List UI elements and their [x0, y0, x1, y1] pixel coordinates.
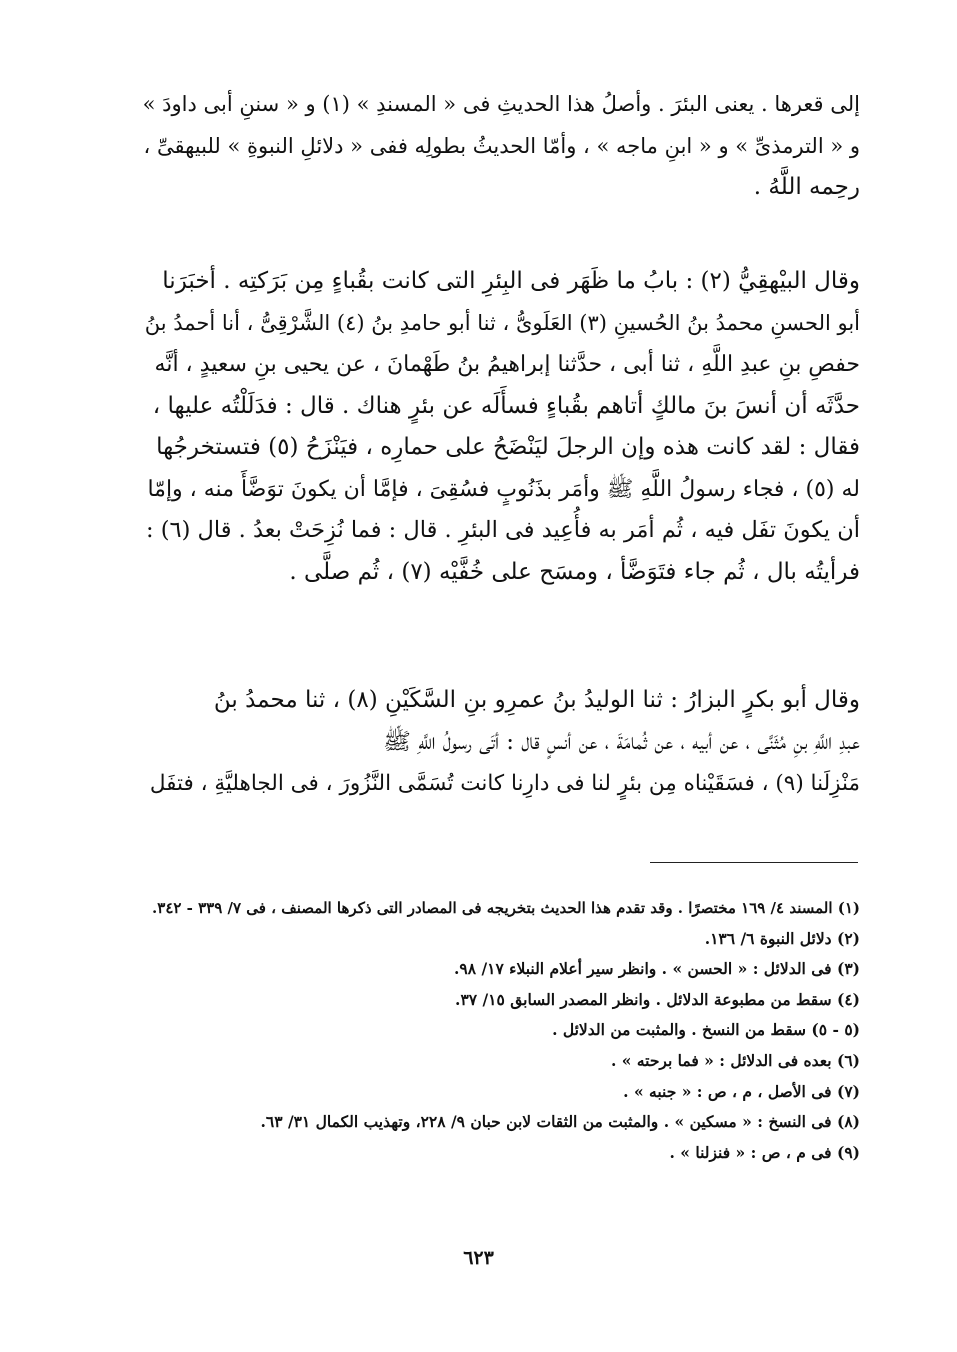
- text-line: وقال البيْهقِيُّ (٢) : بابُ ما ظَهَر فى البِئرِ التى كانت بقُباءٍ مِن بَرَكتِه . أخبَرَنا: [162, 268, 860, 294]
- text-line: أبو الحسنِ محمدُ بنُ الحُسينِ (٣) العَلَوىُّ ، ثنا أبو حامدِ بنُ (٤) الشَّرْقِىُّ ، أنا أحمدُ بنُ: [144, 310, 860, 335]
- footnote-separator: [650, 862, 858, 863]
- paragraph-1: [140, 84, 860, 209]
- footnotes: [130, 893, 860, 1168]
- text-line: عبدِ اللَّهِ بنِ مُثَنَّى ، عن أبيه ، عن ثُمامَةَ ، عن أنسٍ قال : أتَى رسولُ اللَّهِ ﷺ: [383, 728, 860, 755]
- text-line: و « الترمذىِّ » و « ابنِ ماجه » ، وأمّا الحديثُ بطولِه ففى « دلائلِ النبوةِ » للبيهقىِّ ،: [143, 133, 860, 158]
- text-line: مَنْزِلَنا (٩) ، فسَقَيْناه مِن بئرٍ لنا فى دارِنا كانت تُسَمَّى النَّزُورَ ، فى الجاهليَّةِ ، فتفَل: [149, 771, 860, 796]
- footnote: (٩) فى م ، ص : « فنزلنا » .: [669, 1142, 860, 1162]
- text-line: رحِمه اللَّهُ .: [753, 174, 860, 200]
- paragraph-3: [140, 680, 860, 805]
- footnote: (٦) بعده فى الدلائل : « فما برحته » .: [610, 1050, 860, 1070]
- text-line: أن يكونَ تفَل فيه ، ثُم أمَر به فأُعِيد فى البئرِ . قال : فما نُزِحَتْ بعدُ . قال (٦) :: [146, 517, 860, 543]
- footnote: (٧) فى الأصل ، م ، ص : « جنبه » .: [623, 1081, 860, 1101]
- footnote: (٥ - ٥) سقط من النسخ . والمثبت من الدلائل .: [552, 1020, 860, 1040]
- footnote: (٤) سقط من مطبوعة الدلائل . وانظر المصدر السابق ١٥/ ٣٧.: [455, 989, 860, 1009]
- text-line: وقال أبو بكرٍ البزارُ : ثنا الوليدُ بنُ عمرِو بنِ السَّكَيْنِ (٨) ، ثنا محمدُ بنُ: [213, 687, 860, 713]
- text-line: إلى قعرها . يعنى البئرَ . وأصلُ هذا الحديثِ فى « المسندِ » (١) و « سننِ أبى داودَ »: [142, 92, 860, 116]
- footnote: (٨) فى النسخ : « مسكين » . والمثبت من الثقات لابن حبان ٩/ ٢٢٨، وتهذيب الكمال ٣١/ ٦٣.: [260, 1112, 860, 1132]
- paragraph-2: [140, 261, 860, 593]
- text-line: فقال : لقد كانت هذه وإن الرجلَ ليَنْضَحُ على حمارِه ، فيَنْزَحُ (٥) فتستخرجُها: [156, 434, 860, 460]
- page-number: ٦٢٣: [463, 1247, 494, 1269]
- text-line: حفصِ بنِ عبدِ اللَّهِ ، ثنا أبى ، حدَّثنا إبراهيمُ بنُ طَهْمانَ ، عن يحيى بنِ سعيدٍ ، أنَّه: [154, 352, 860, 377]
- text-line: حدَّثَه أن أنسَ بنَ مالكٍ أتاهم بقُباءٍ فسأَلَه عن بئرٍ هناك . قال : فدَلَلْتُه عليها ،: [152, 392, 860, 419]
- text-line: فرأيتُه بال ، ثُم جاء فتَوَضَّأ ، ومسَح على خُفَّيْه (٧) ، ثُم صلَّى .: [289, 558, 860, 585]
- footnote: (١) المسند ٤/ ١٦٩ مختصرًا . وقد تقدم هذا الحديث بتخريجه فى المصادر التى ذكرها المصنف ، فى ٧/ ٣٣٩ - ٣٤٢.: [152, 899, 860, 917]
- footnote: (٢) دلائل النبوة ٦/ ١٣٦.: [704, 928, 860, 948]
- text-line: له (٥) ، فجاء رسولُ اللَّهِ ﷺ وأمَر بذَنُوبٍ فسُقِىَ ، فإمَّا أن يكونَ توَضَّأَ منه ، وإمّا: [147, 476, 860, 502]
- footnote: (٣) فى الدلائل : « الحسن » . وانظر سير أعلام النبلاء ١٧/ ٩٨.: [454, 959, 860, 979]
